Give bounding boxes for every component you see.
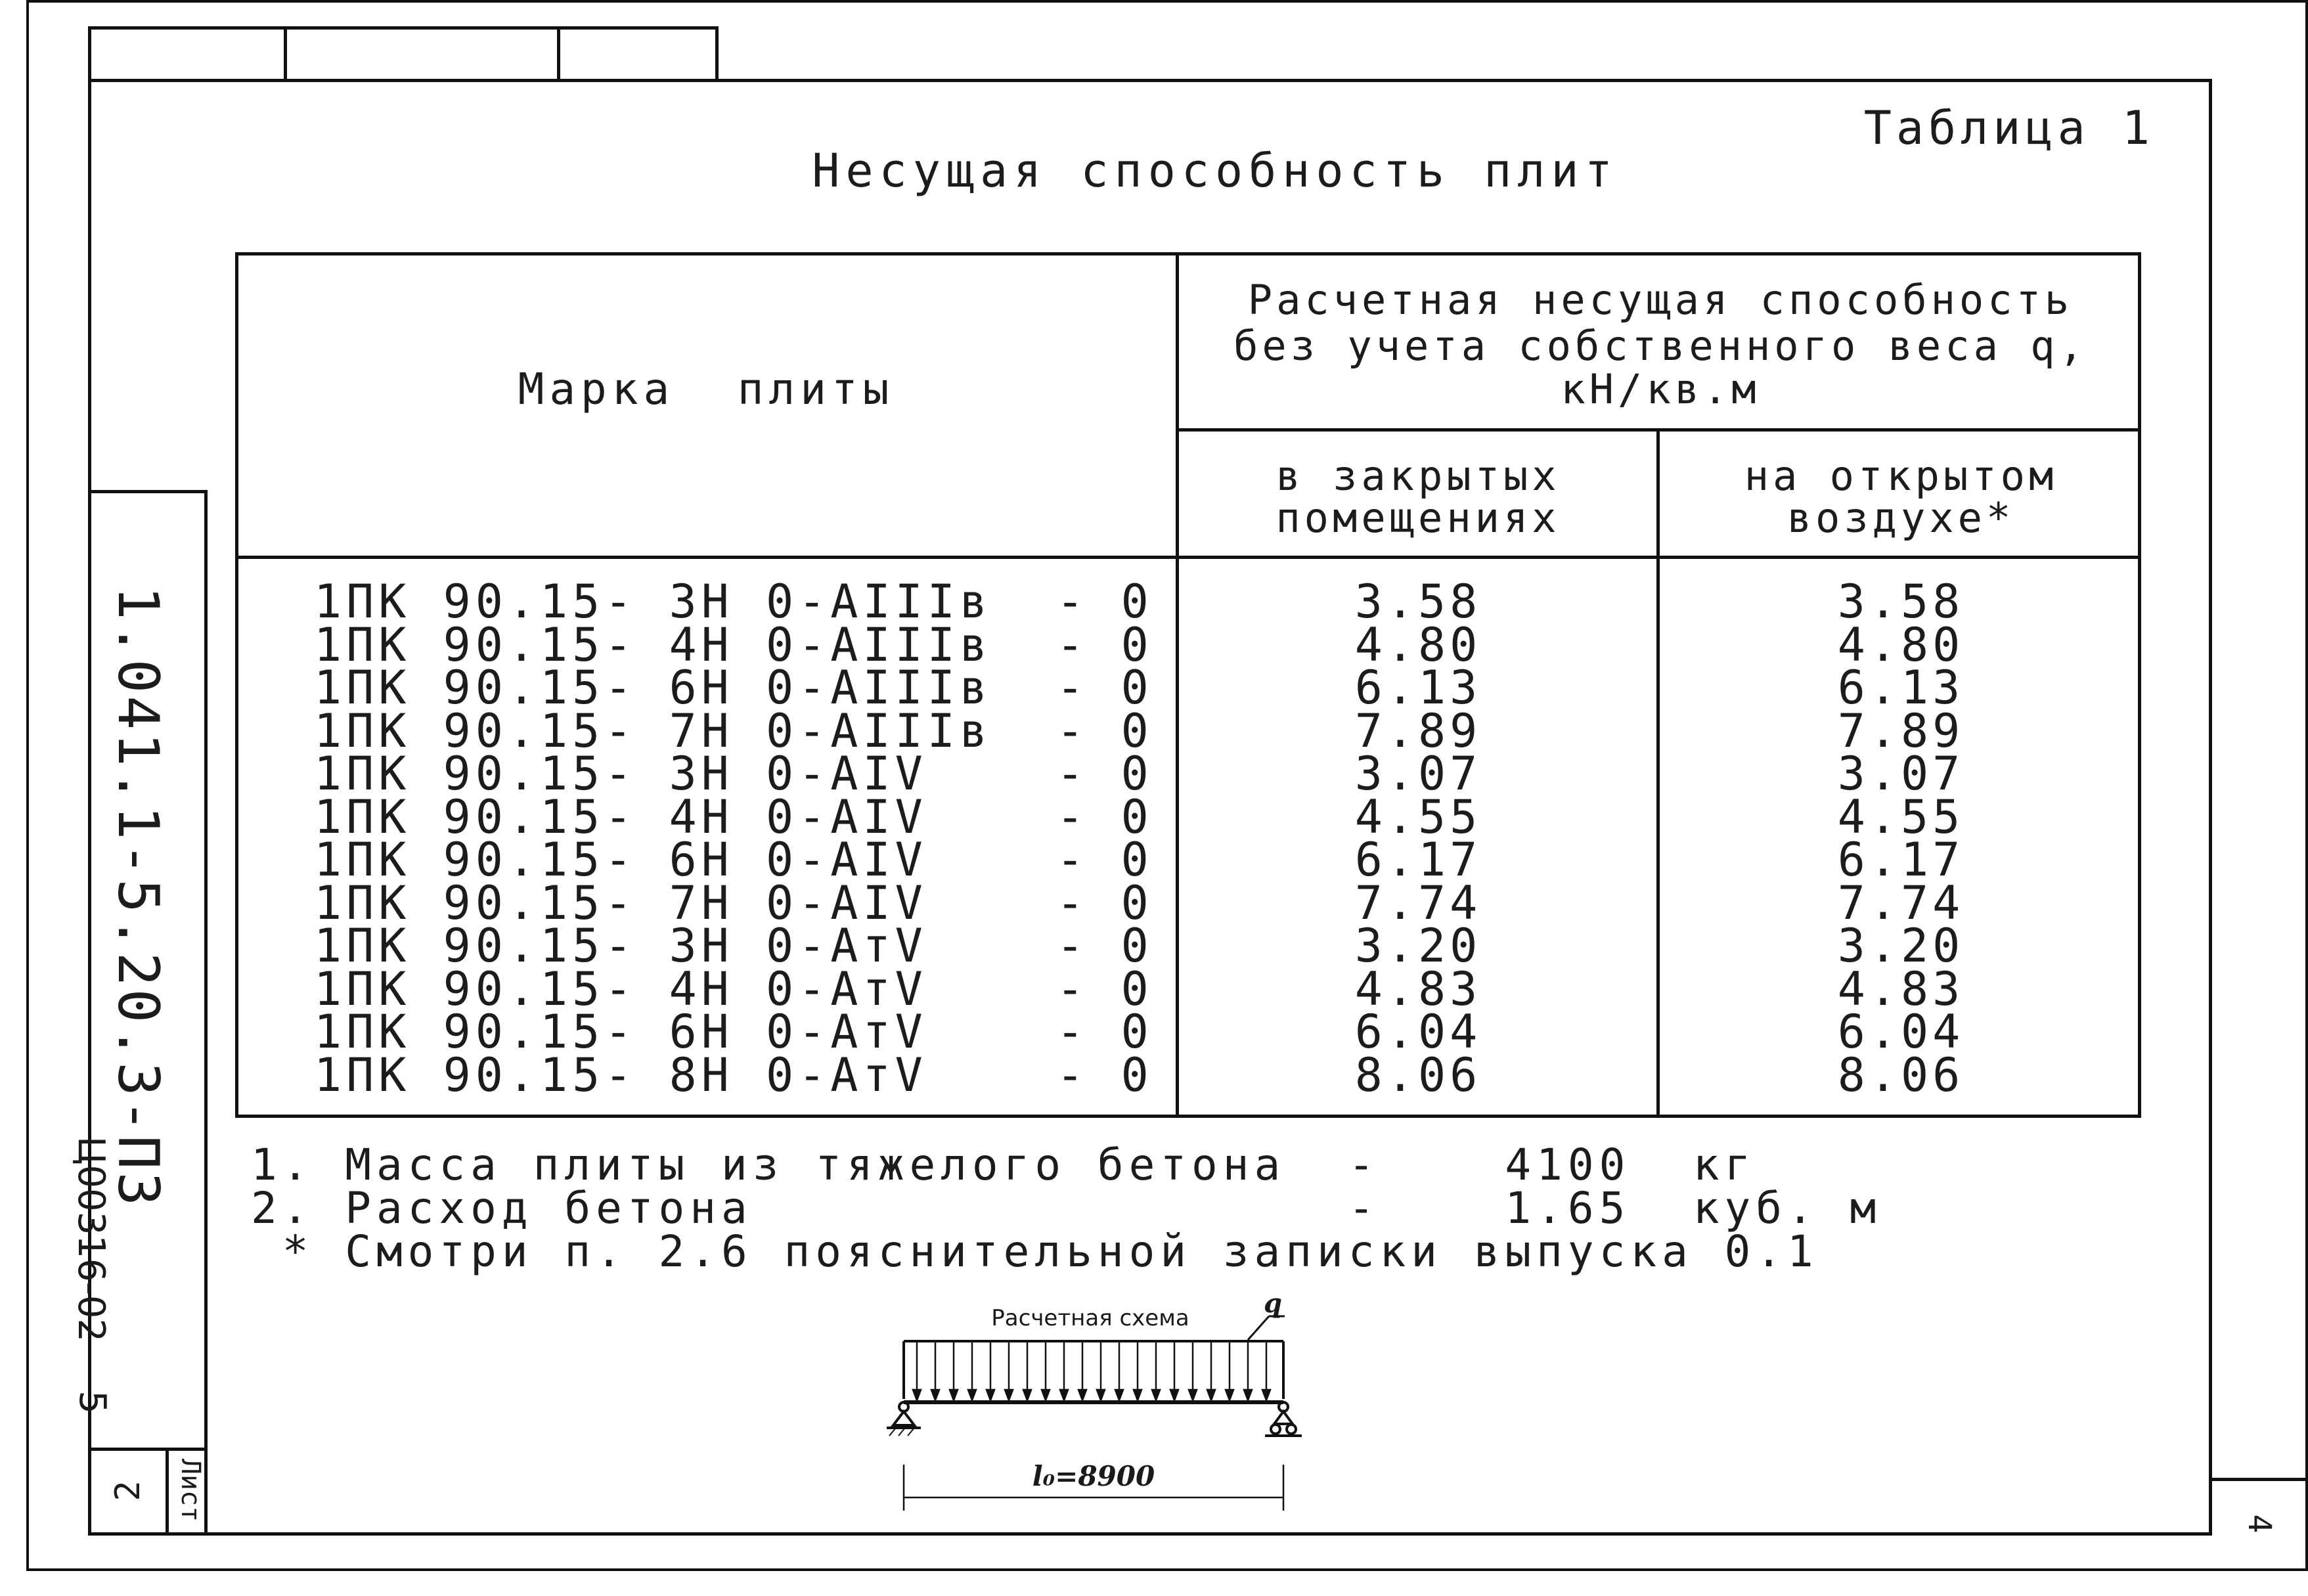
row-open-value: 6.17 [1837, 833, 1964, 887]
right-support [1274, 1411, 1293, 1424]
row-mark: 1ПК 90.15- 4Н 0-AIIIв - 0 [314, 617, 1153, 672]
table-col-divider-1 [1176, 252, 1179, 1118]
row-open-value: 3.20 [1837, 919, 1964, 973]
row-open-value: 6.13 [1837, 661, 1964, 715]
table-label: Таблица 1 [1863, 101, 2154, 155]
row-mark: 1ПК 90.15- 3Н 0-AтV - 0 [314, 919, 1153, 973]
top-stamp-divider-1 [284, 26, 287, 80]
row-closed-value: 4.55 [1354, 789, 1482, 844]
load-label: q [1264, 1288, 1282, 1319]
load-leader [1248, 1316, 1269, 1340]
row-closed-value: 8.06 [1354, 1048, 1482, 1102]
header-capacity-line-1: Расчетная несущая способность [1247, 276, 2074, 324]
header-open-line-1: на открытом [1744, 452, 2058, 500]
note-2: 2. Расход бетона - 1.65 куб. м [251, 1183, 1882, 1233]
row-open-value: 8.06 [1837, 1048, 1964, 1102]
row-mark: 1ПК 90.15- 8Н 0-AтV - 0 [314, 1048, 1153, 1102]
header-closed-line-1: в закрытых [1276, 452, 1561, 500]
row-mark: 1ПК 90.15- 6Н 0-AIV - 0 [314, 833, 1153, 887]
top-stamp-divider-2 [557, 26, 560, 80]
row-mark: 1ПК 90.15- 4Н 0-AIV - 0 [314, 789, 1153, 844]
row-open-value: 7.74 [1837, 876, 1964, 930]
row-closed-value: 4.80 [1354, 617, 1482, 672]
row-closed-value: 6.13 [1354, 661, 1482, 715]
table-col-divider-2 [1656, 430, 1660, 1118]
row-mark: 1ПК 90.15- 6Н 0-AтV - 0 [314, 1005, 1153, 1059]
row-open-value: 7.89 [1837, 703, 1964, 758]
row-closed-value: 6.04 [1354, 1005, 1482, 1059]
row-mark: 1ПК 90.15- 6Н 0-AIIIв - 0 [314, 661, 1153, 715]
page-number: 4 [2241, 1514, 2278, 1534]
calc-scheme-title: Расчетная схема [991, 1305, 1189, 1331]
row-mark: 1ПК 90.15- 3Н 0-AIV - 0 [314, 747, 1153, 801]
row-closed-value: 7.74 [1354, 876, 1482, 930]
row-mark: 1ПК 90.15- 3Н 0-AIIIв - 0 [314, 575, 1153, 629]
archive-number: 5 [71, 1390, 114, 1414]
header-capacity-line-2: без учета собственного веса q, [1233, 322, 2087, 370]
row-closed-value: 6.17 [1354, 833, 1482, 887]
row-open-value: 3.58 [1837, 575, 1964, 629]
side-sheet-label: Лист [175, 1458, 206, 1522]
row-open-value: 3.07 [1837, 747, 1964, 801]
table-header-line [235, 556, 2141, 559]
top-stamp [88, 26, 719, 80]
row-mark: 1ПК 90.15- 4Н 0-AтV - 0 [314, 962, 1153, 1016]
archive-code: Ц00316-02 [70, 1136, 112, 1342]
row-closed-value: 7.89 [1354, 703, 1482, 758]
row-closed-value: 4.83 [1354, 962, 1482, 1016]
row-mark: 1ПК 90.15- 7Н 0-AIIIв - 0 [314, 703, 1153, 758]
span-label: l₀=8900 [1032, 1460, 1155, 1492]
row-closed-value: 3.07 [1354, 747, 1482, 801]
note-3: * Смотри п. 2.6 пояснительной записки выпуска 0.1 [251, 1226, 1819, 1277]
side-sheet-number: 2 [108, 1480, 148, 1501]
header-closed-line-2: помещениях [1276, 494, 1561, 542]
header-plate-mark: Марка плиты [518, 364, 895, 414]
note-1: 1. Масса плиты из тяжелого бетона - 4100 кг [251, 1140, 1756, 1190]
row-open-value: 6.04 [1837, 1005, 1964, 1059]
row-closed-value: 3.58 [1354, 575, 1482, 629]
header-capacity-line-3: кН/кв.м [1561, 365, 1760, 413]
table-title: Несущая способность плит [812, 144, 1618, 198]
side-code-box-top [88, 490, 208, 493]
left-support [893, 1411, 914, 1425]
side-document-code: 1.041.1-5.20.3-ПЗ [105, 586, 171, 1209]
row-closed-value: 3.20 [1354, 919, 1482, 973]
row-open-value: 4.80 [1837, 617, 1964, 672]
row-open-value: 4.55 [1837, 789, 1964, 844]
row-open-value: 4.83 [1837, 962, 1964, 1016]
table-subheader-line [1176, 428, 2141, 432]
calc-scheme-diagram [867, 1307, 1327, 1530]
side-sheet-vdivider [166, 1448, 169, 1536]
header-open-line-2: воздухе* [1786, 494, 2015, 542]
row-mark: 1ПК 90.15- 7Н 0-AIV - 0 [314, 876, 1153, 930]
